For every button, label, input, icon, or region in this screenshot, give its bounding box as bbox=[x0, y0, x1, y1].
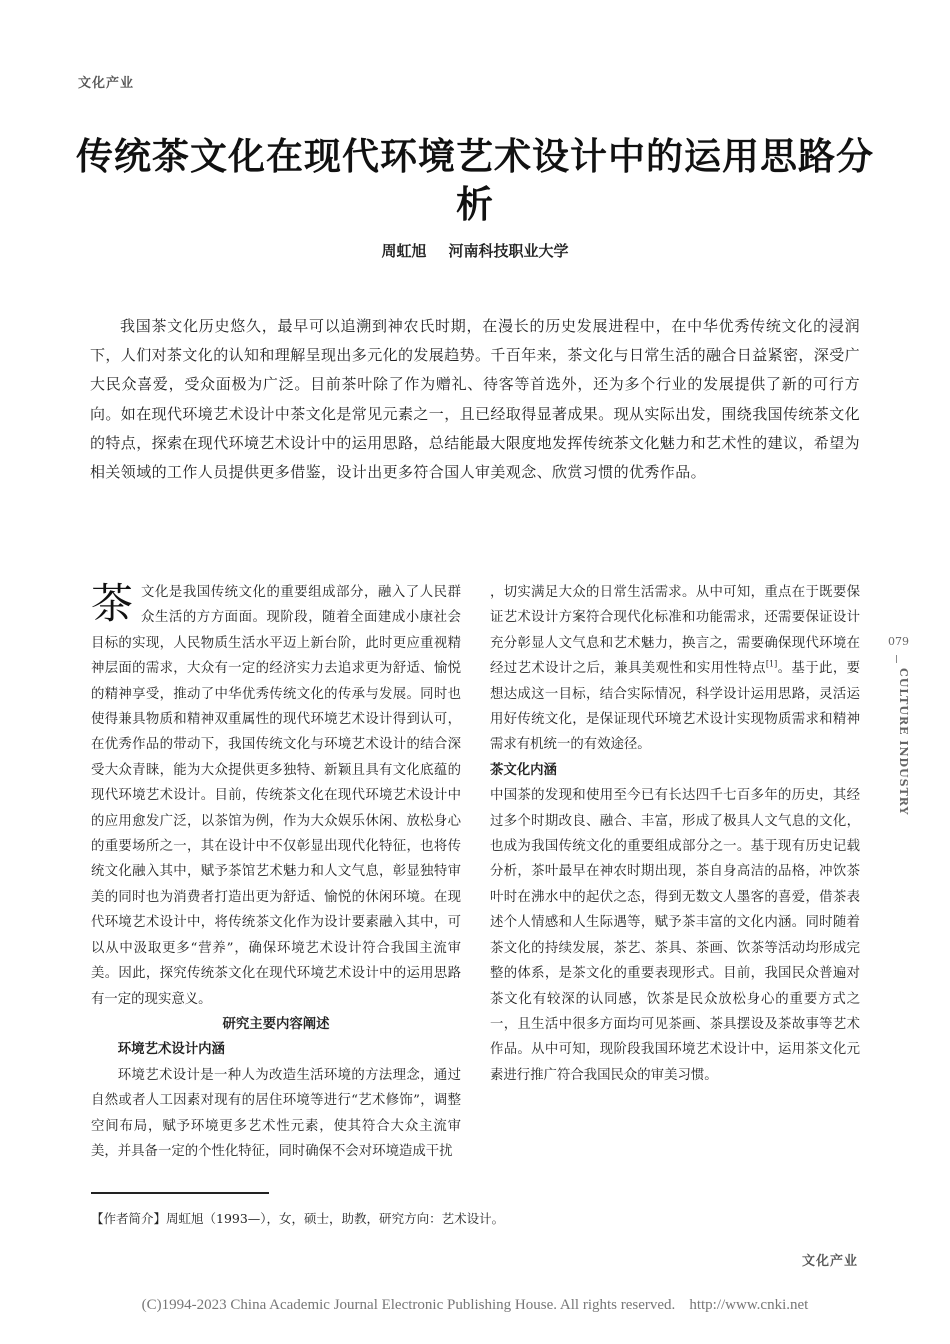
env-paragraph bbox=[91, 1063, 461, 1165]
copyright-line bbox=[0, 1297, 950, 1314]
abstract: 我国茶文化历史悠久，最早可以追溯到神农氏时期，在漫长的历史发展进程中，在中华优秀传统文化的浸润下，人们对茶文化的认知和理解呈现出多元化的发展趋势。千百年来，茶文化与日常生活的融合日益紧密，深受广大民众喜爱，受众面极为广泛。目前茶叶除了作为赠礼、待客等首选外，还为多个行业的发展提供了新的可行方向。如在现代环境艺术设计中茶文化是常见元素之一，且已经取得显著成果。现从实际出发，围绕我国传统茶文化的特点，探索在现代环境艺术设计中的运用思路，总结能最大限度地发挥传统茶文化魅力和艺术性的建议，希望为相关领域的工作人员提供更多借鉴，设计出更多符合国人审美观念、欣赏习惯的优秀作品。 bbox=[90, 317, 861, 482]
copyright-url: http://www.cnki.net bbox=[689, 1297, 809, 1313]
header-section-label: 文化产业 bbox=[78, 76, 135, 91]
copyright-text: (C)1994-2023 China Academic Journal Electronic Publishing House. All rights reserved. bbox=[141, 1297, 676, 1313]
author-name: 周虹旭 bbox=[381, 242, 427, 260]
paragraph-continued-text: 茶文化内涵 bbox=[490, 761, 557, 778]
drop-cap: 茶 bbox=[91, 579, 134, 628]
intro-text: 文化是我国传统文化的重要组成部分，融入了人民群众生活的方方面面。现阶段，随着全面建成小康社会目标的实现，人民物质生活水平迈上新台阶，此时更应重视精神层面的需求，大众有一定的经济实力去追求更为舒适、愉悦的精神享受，推动了中华优秀传统文化的传承与发展。同时也使得兼具物质和精神双重属性的现代环境艺术设计得到认可，在优秀作品的带动下，我国传统文化与环境艺术设计的结合深受大众青睐，能为大众提供更多独特、新颖且具有文化底蕴的现代环境艺术设计。目前，传统茶文化在现代环境艺术设计中的应用愈发广泛，以茶馆为例，作为大众娱乐休闲、放松身心的重要场所之一，其在设计中不仅彰显出现代化特征，也将传统文化融入其中，赋予茶馆艺术魅力和人文气息，彰显独特审美的同时也为消费者打造出更为舒适、愉悦的休闲环境。在现代环境艺术设计中，将传统茶文化作为设计要素融入其中，可以从中汲取更多“营养”，确保环境艺术设计符合我国主流审美。因此，探究传统茶文化在现代环境艺术设计中的运用思路有一定的现实意义。 bbox=[91, 585, 461, 1007]
author-affiliation: 河南科技职业大学 bbox=[448, 242, 569, 260]
body-column-right bbox=[490, 580, 860, 1088]
footer-section-label: 文化产业 bbox=[802, 1254, 859, 1269]
body-column-left bbox=[91, 580, 461, 1164]
subsection-heading-env: 环境艺术设计内涵 bbox=[117, 1041, 225, 1058]
author-footnote: 【作者简介】周虹旭（1993—），女，硕士，助教，研究方向：艺术设计。 bbox=[91, 1211, 505, 1226]
section-heading-main: 研究主要内容阐述 bbox=[222, 1015, 330, 1032]
footnote-rule bbox=[91, 1192, 269, 1194]
intro-paragraph bbox=[91, 580, 461, 1012]
side-section-label: CULTURE INDUSTRY bbox=[897, 668, 910, 816]
side-page-number: 079 bbox=[888, 635, 909, 648]
tea-paragraph-continued bbox=[490, 783, 860, 1088]
env-paragraph-text: ，切实满足大众的日常生活需求。从中可知，重点在于既要保证艺术设计方案符合现代化标准和功能需求，还需要保证设计充分彰显人文气息和艺术魅力，换言之，需要确保现代环境在经过艺术设计之后，兼具美观性和实用性特点 bbox=[490, 585, 860, 677]
env-paragraph-continued bbox=[490, 580, 860, 758]
side-divider bbox=[896, 655, 897, 663]
citation-ref: [1] bbox=[765, 659, 778, 669]
article-title: 传统茶文化在现代环境艺术设计中的运用思路分析 bbox=[76, 134, 874, 226]
env-paragraph-text: 环境艺术设计是一种人为改造生活环境的方法理念，通过自然或者人工因素对现有的居住环境等进行“艺术修饰”，调整空间布局，赋予环境更多艺术性元素，使其符合大众主流审美，并具备一定的个性化特征，同时确保不会对环境造成干扰 bbox=[91, 1067, 461, 1159]
env-paragraph-end: 。基于此，要想达成这一目标，结合实际情况，科学设计运用思路，灵活运用好传统文化，是保证现代环境艺术设计实现物质需求和精神需求有机统一的有效途径。 bbox=[490, 661, 861, 753]
byline bbox=[0, 240, 950, 261]
subsection-heading-tea-continued bbox=[490, 758, 860, 783]
paragraph-continued-text: 中国茶的发现和使用至今已有长达四千七百多年的历史，其经过多个时期改良、融合、丰富，形成了极具人文气息的文化，也成为我国传统文化的重要组成部分之一。基于现有历史记载分析，茶叶最早在神农时期出现，茶自身高洁的品格，冲饮茶叶时在沸水中的起伏之态，得到无数文人墨客的喜爱，借茶表述个人情感和人生际遇等，赋予茶丰富的文化内涵。同时随着茶文化的持续发展，茶艺、茶具、茶画、饮茶等活动均形成完整的体系，是茶文化的重要表现形式。目前，我国民众普遍对茶文化有较深的认同感，饮茶是民众放松身心的重要方式之一，且生活中很多方面均可见茶画、茶具摆设及茶故事等艺术作品。从中可知，现阶段我国环境艺术设计中，运用茶文化元素进行推广符合我国民众的审美习惯。 bbox=[490, 788, 860, 1083]
